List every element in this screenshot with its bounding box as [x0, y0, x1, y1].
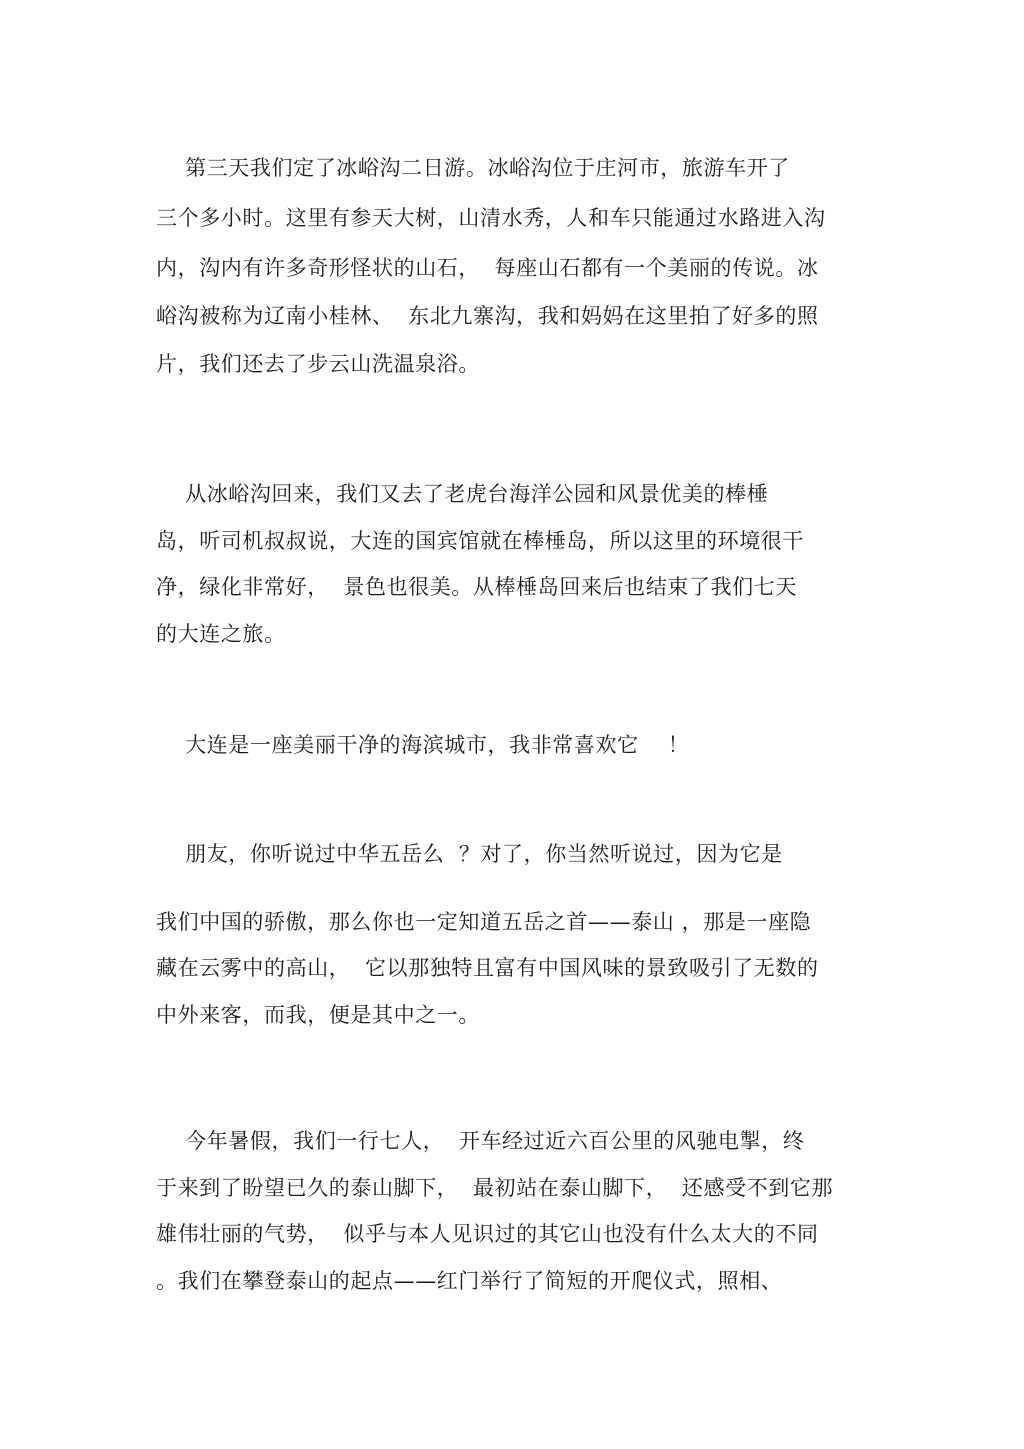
text-line: 第三天我们定了冰峪沟二日游。冰峪沟位于庄河市，旅游车开了: [156, 156, 790, 180]
text-line: 今年暑假，我们一行七人， 开车经过近六百公里的风驰电掣，终: [156, 1129, 805, 1153]
text-line: 中外来客，而我，便是其中之一。: [156, 1003, 480, 1027]
text-line: 雄伟壮丽的气势， 似乎与本人见识过的其它山也没有什么太大的不同: [156, 1222, 819, 1246]
text-line: 藏在云雾中的高山， 它以那独特且富有中国风味的景致吸引了无数的: [156, 956, 819, 980]
text-line: 内，沟内有许多奇形怪状的山石， 每座山石都有一个美丽的传说。冰: [156, 256, 819, 280]
text-line: 于来到了盼望已久的泰山脚下， 最初站在泰山脚下， 还感受不到它那: [156, 1176, 834, 1200]
text-line: 峪沟被称为辽南小桂林、 东北九寨沟，我和妈妈在这里拍了好多的照: [156, 304, 819, 328]
text-line: 从冰峪沟回来，我们又去了老虎台海洋公园和风景优美的棒棰: [156, 482, 769, 506]
text-line: 净，绿化非常好， 景色也很美。从棒棰岛回来后也结束了我们七天: [156, 575, 797, 599]
text-line: 。我们在攀登泰山的起点——红门举行了简短的开爬仪式，照相、: [156, 1269, 783, 1293]
text-line: 三个多小时。这里有参天大树，山清水秀，人和车只能通过水路进入沟: [156, 206, 826, 230]
text-line: 片，我们还去了步云山洗温泉浴。: [156, 352, 480, 376]
text-line: 大连是一座美丽干净的海滨城市，我非常喜欢它 ！: [156, 733, 690, 757]
text-line: 岛，听司机叔叔说，大连的国宾馆就在棒棰岛，所以这里的环境很干: [156, 529, 804, 553]
text-line: 的大连之旅。: [156, 622, 286, 646]
text-line: 朋友，你听说过中华五岳么 ？对了，你当然听说过，因为它是: [156, 842, 783, 866]
text-line: 我们中国的骄傲，那么你也一定知道五岳之首——泰山 ，那是一座隐: [156, 910, 812, 934]
